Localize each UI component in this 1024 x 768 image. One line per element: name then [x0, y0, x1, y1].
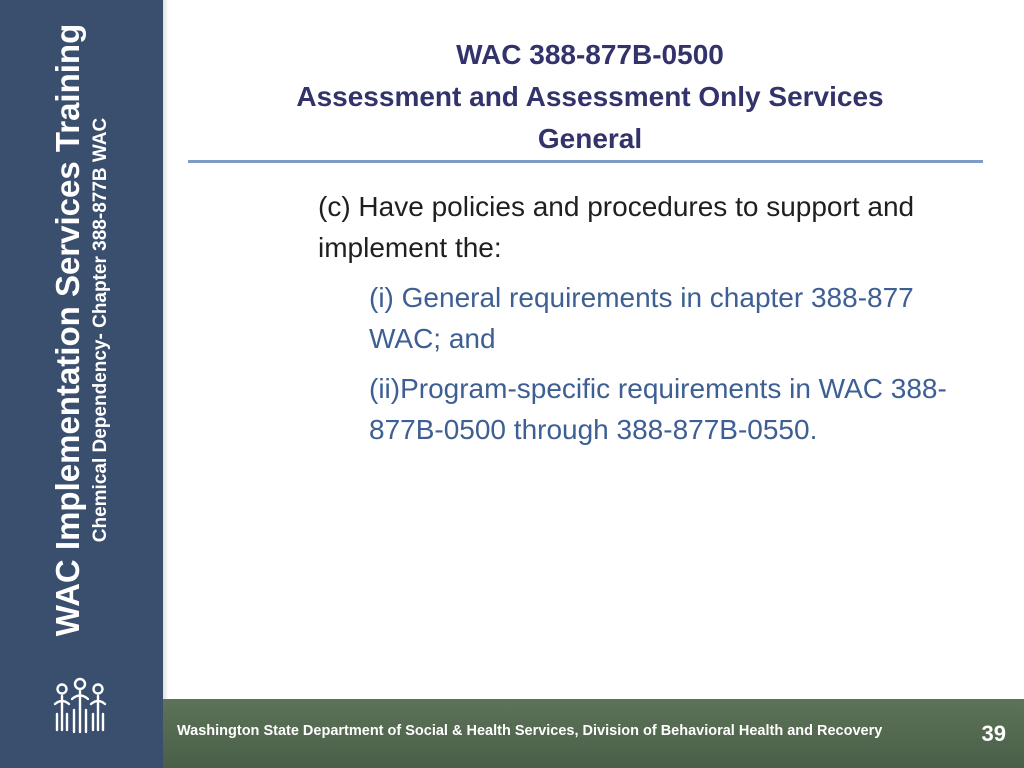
title-line-3: General	[537, 123, 643, 154]
slide-body	[318, 186, 958, 450]
title-line-1: WAC 388-877B-0500	[456, 39, 724, 70]
paragraph-c: (c) Have policies and procedures to support and implement the:	[318, 191, 915, 263]
list-item: (i) General requirements in chapter 388-877 WAC; and	[369, 282, 914, 354]
title-divider	[188, 160, 983, 163]
people-family-icon	[50, 674, 112, 736]
list-item: (ii)Program-specific requirements in WAC 388-877B-0500 through 388-877B-0550.	[369, 373, 947, 445]
page-number: 39	[981, 721, 1006, 746]
footer-text: Washington State Department of Social & Health Services, Division of Behavioral Health and Recovery	[177, 723, 883, 739]
sidebar-vertical-text	[48, 24, 114, 636]
footer-bar	[163, 699, 1024, 768]
sidebar-shadow	[163, 0, 169, 768]
sidebar-title: WAC Implementation Services Training	[49, 23, 86, 637]
sidebar-subtitle: Chemical Dependency- Chapter 388-877B WAC	[90, 117, 111, 543]
slide-title	[230, 34, 950, 160]
title-line-2: Assessment and Assessment Only Services	[296, 81, 884, 112]
sidebar	[0, 0, 163, 768]
